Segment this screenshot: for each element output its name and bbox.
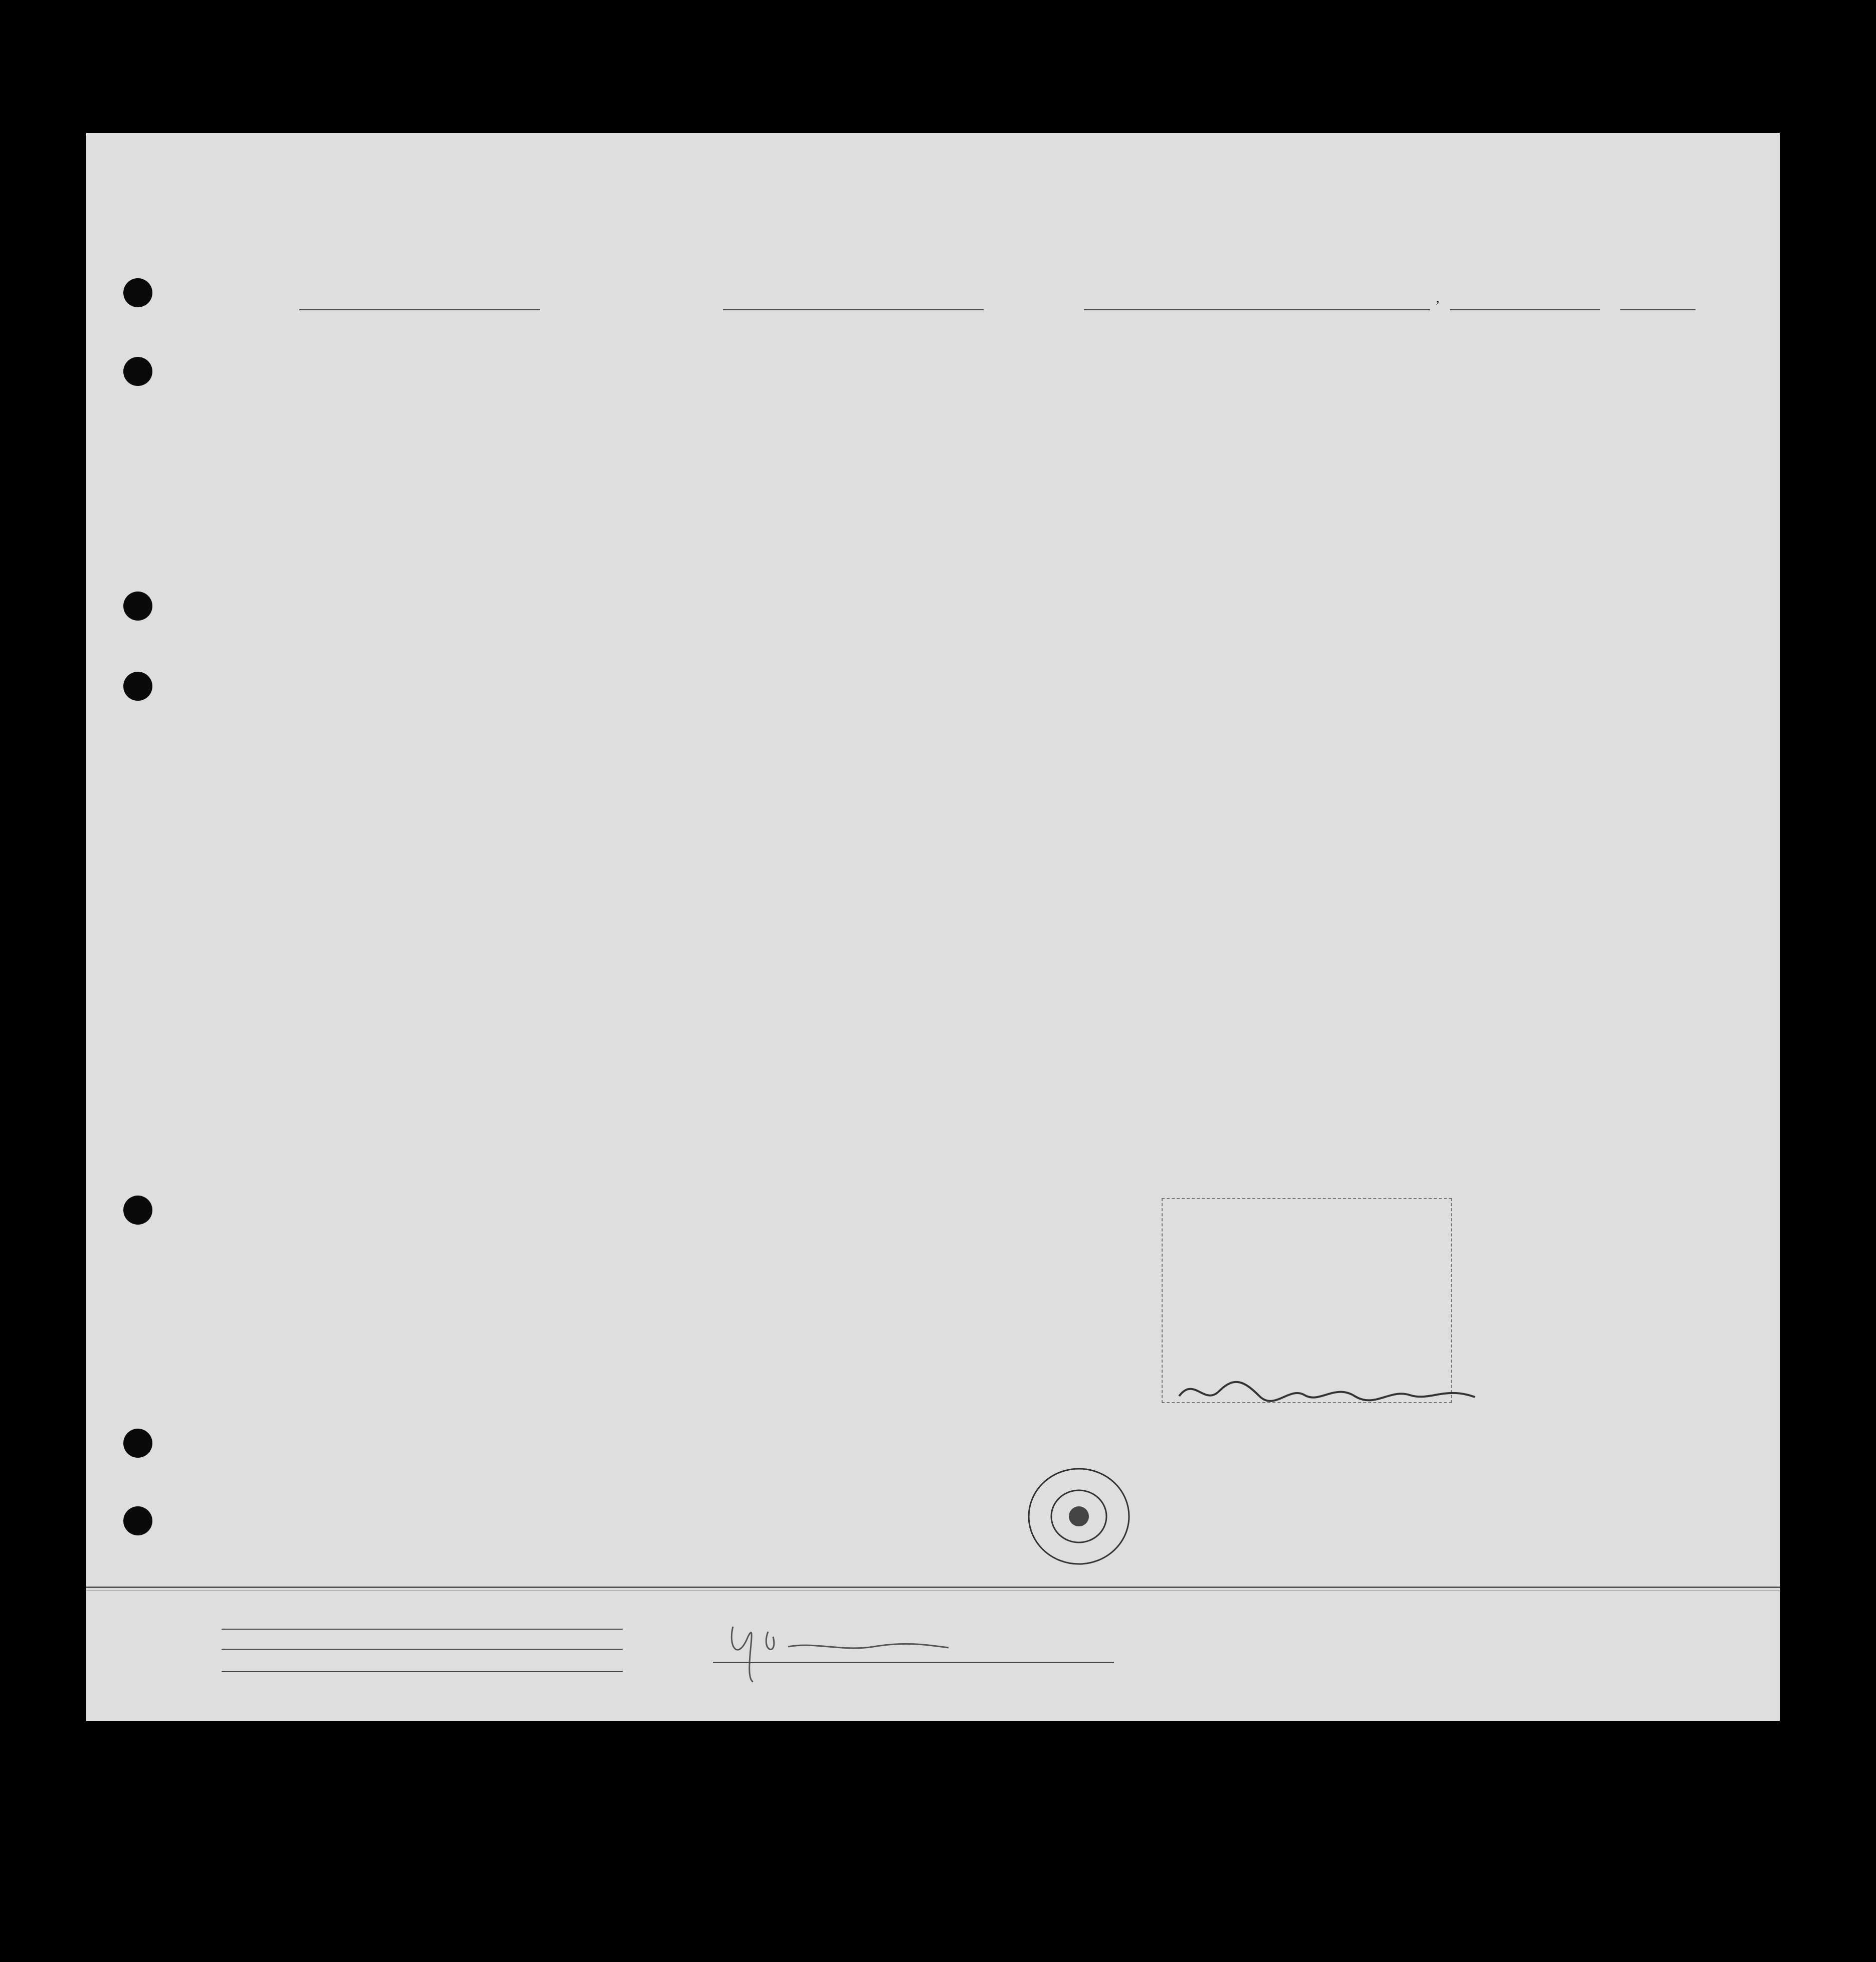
punch-hole	[123, 592, 152, 621]
punch-hole	[123, 1196, 152, 1225]
punch-hole	[123, 672, 152, 701]
manifest-sheet: ,	[86, 133, 1780, 1721]
consul-signature	[1174, 1376, 1485, 1411]
punch-hole	[123, 278, 152, 307]
sheet-number	[1570, 167, 1576, 183]
punch-hole	[123, 1506, 152, 1535]
punch-hole	[123, 1429, 152, 1458]
consular-seal	[999, 1441, 1169, 1577]
crew-table	[115, 323, 1779, 1587]
inspector-signature	[713, 1617, 984, 1692]
punch-hole	[123, 357, 152, 386]
